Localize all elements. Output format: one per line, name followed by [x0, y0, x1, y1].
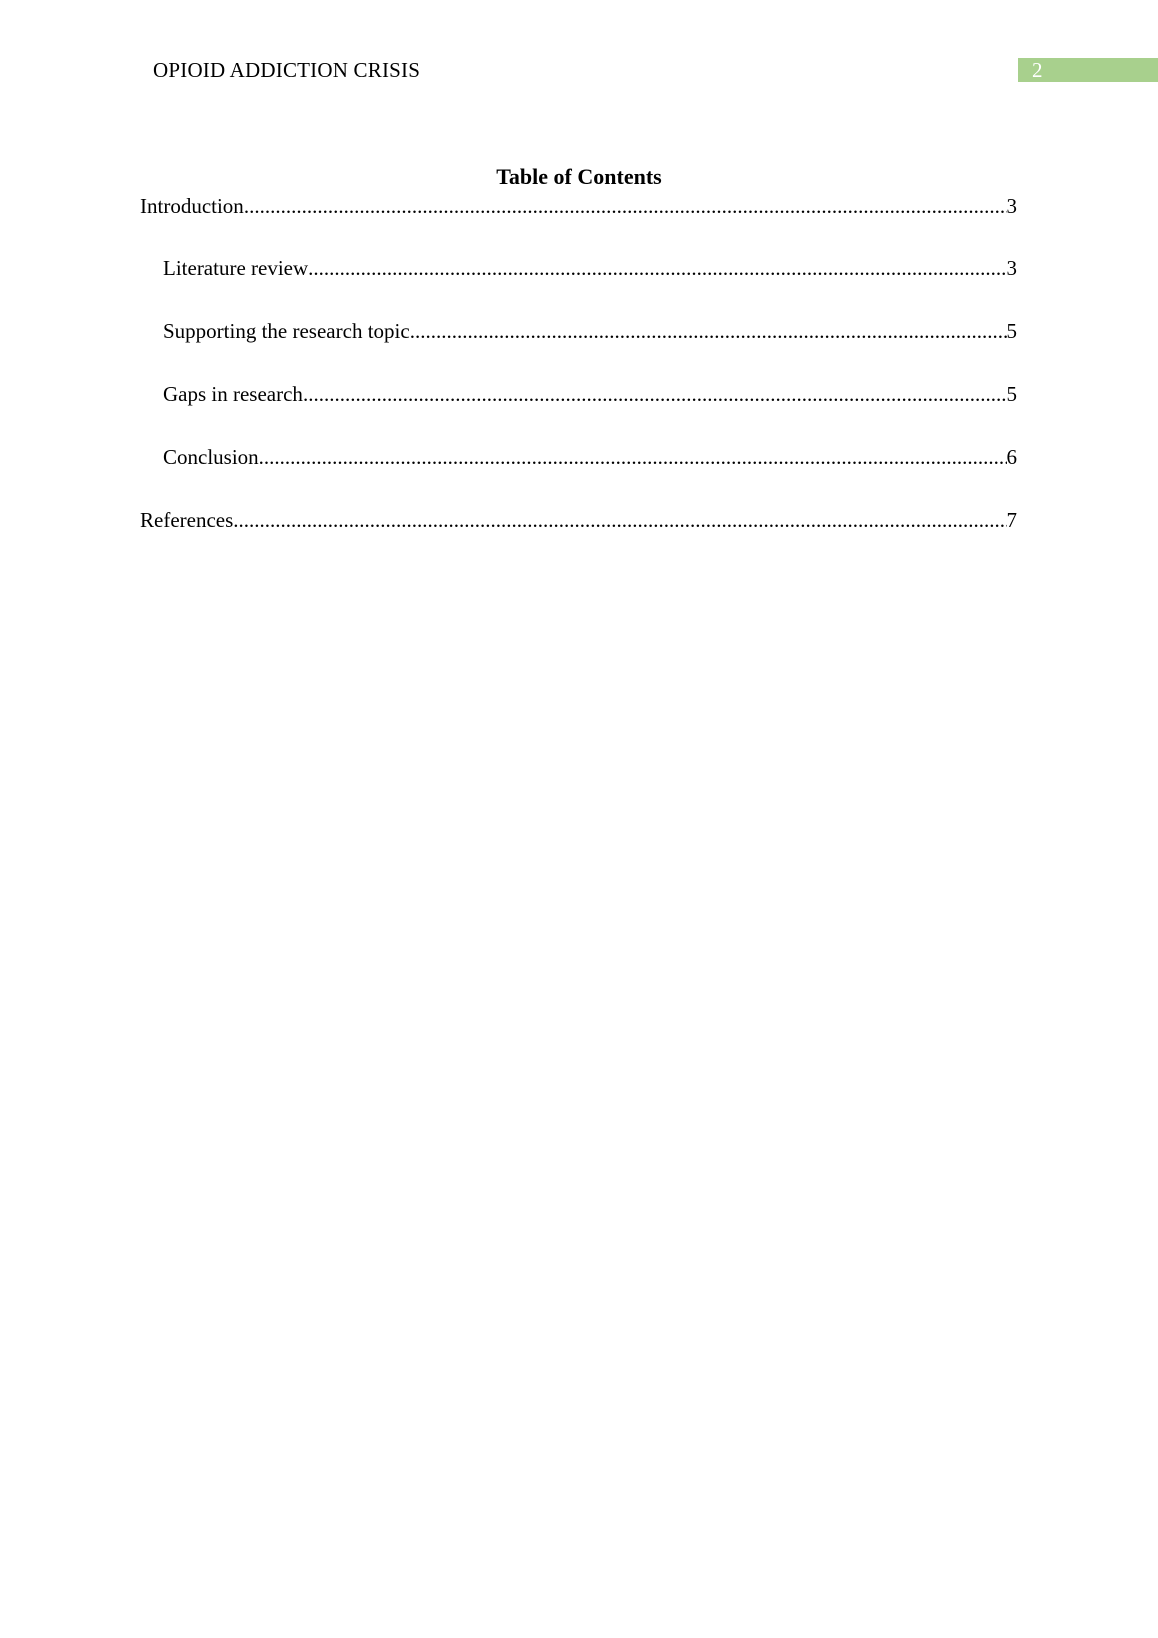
toc-entry-page[interactable]: 5	[1006, 319, 1017, 343]
toc-entry-references[interactable]	[140, 506, 1017, 534]
page-number: 2	[1032, 58, 1043, 82]
toc-dot-leader	[259, 443, 1007, 471]
toc-entry-supporting-research-topic[interactable]	[163, 317, 1017, 345]
toc-dot-leader	[244, 192, 1007, 220]
toc-dot-leader	[233, 506, 1006, 534]
toc-entry-literature-review[interactable]	[163, 254, 1017, 282]
toc-entry-page[interactable]: 5	[1006, 382, 1017, 406]
toc-entry-label[interactable]: Supporting the research topic	[163, 319, 410, 343]
toc-entry-page[interactable]: 7	[1006, 508, 1017, 532]
toc-heading: Table of Contents	[496, 164, 662, 189]
toc-entry-introduction[interactable]	[140, 192, 1017, 220]
toc-dot-leader	[410, 317, 1007, 345]
toc-entry-label[interactable]: Conclusion	[163, 445, 259, 469]
toc-entry-conclusion[interactable]	[163, 443, 1017, 471]
running-head-title: OPIOID ADDICTION CRISIS	[153, 58, 421, 82]
toc-entry-label[interactable]: Literature review	[163, 256, 309, 280]
toc-entry-page[interactable]: 3	[1006, 194, 1017, 218]
toc-dot-leader	[308, 254, 1006, 282]
toc-entry-label[interactable]: Introduction	[140, 194, 244, 218]
toc-entry-label[interactable]: Gaps in research	[163, 382, 303, 406]
toc-entry-gaps-in-research[interactable]	[163, 380, 1017, 408]
toc-entry-page[interactable]: 3	[1006, 256, 1017, 280]
toc-dot-leader	[303, 380, 1007, 408]
page-number-badge	[1018, 58, 1158, 82]
toc-entry-page[interactable]: 6	[1006, 445, 1017, 469]
toc-entry-label[interactable]: References	[140, 508, 234, 532]
